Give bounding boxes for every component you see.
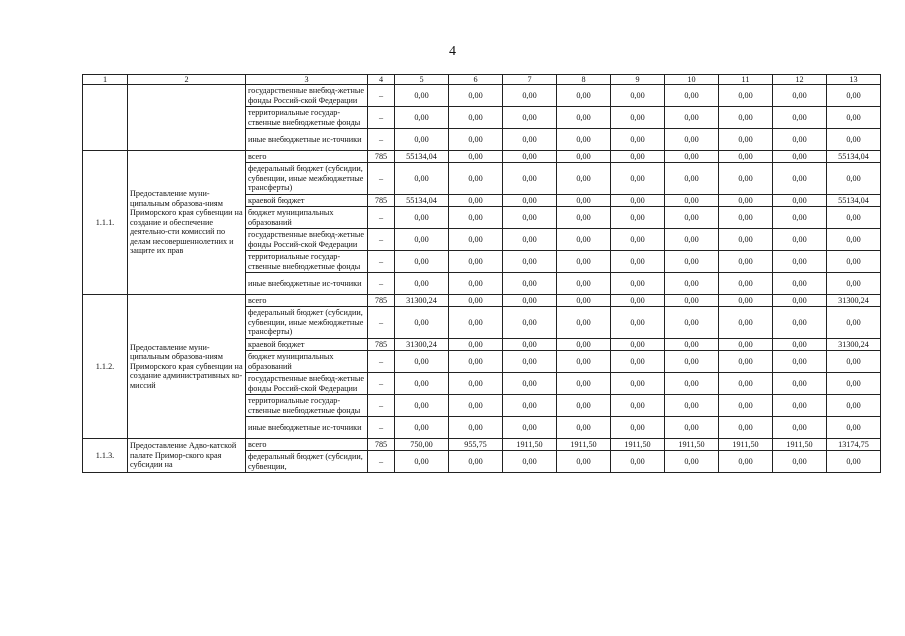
amount-cell: 0,00 [719, 295, 773, 307]
amount-cell: 0,00 [773, 395, 827, 417]
amount-cell: 1911,50 [503, 439, 557, 451]
amount-cell: 955,75 [449, 439, 503, 451]
funding-source: государственные внебюд-жетные фонды Россий-ской Федерации [246, 229, 368, 251]
amount-cell: 0,00 [611, 229, 665, 251]
amount-cell: 0,00 [827, 351, 881, 373]
amount-cell: 31300,24 [827, 339, 881, 351]
amount-cell: 0,00 [719, 107, 773, 129]
amount-cell: 0,00 [665, 195, 719, 207]
column-header-8: 8 [557, 75, 611, 85]
amount-cell: 0,00 [665, 229, 719, 251]
amount-cell: 0,00 [557, 395, 611, 417]
amount-cell: 0,00 [719, 129, 773, 151]
amount-cell: 0,00 [503, 85, 557, 107]
funding-source: федеральный бюджет (субсидии, субвенции, иные межбюджетные трансферты) [246, 163, 368, 195]
amount-cell: 0,00 [503, 207, 557, 229]
amount-cell: 0,00 [719, 229, 773, 251]
amount-cell: 0,00 [395, 373, 449, 395]
item-number: 1.1.1. [83, 151, 128, 295]
amount-cell: 0,00 [773, 307, 827, 339]
amount-cell: 0,00 [665, 339, 719, 351]
amount-cell: 0,00 [503, 251, 557, 273]
column-header-5: 5 [395, 75, 449, 85]
amount-cell: 0,00 [557, 151, 611, 163]
amount-cell: 0,00 [395, 417, 449, 439]
amount-cell: 0,00 [557, 229, 611, 251]
amount-cell: 0,00 [503, 151, 557, 163]
amount-cell: 1911,50 [665, 439, 719, 451]
amount-cell: 0,00 [773, 251, 827, 273]
budget-code: 785 [368, 151, 395, 163]
amount-cell: 0,00 [773, 195, 827, 207]
budget-code: 785 [368, 295, 395, 307]
amount-cell: 13174,75 [827, 439, 881, 451]
amount-cell: 0,00 [773, 373, 827, 395]
amount-cell: 0,00 [395, 229, 449, 251]
amount-cell: 0,00 [395, 273, 449, 295]
amount-cell: 1911,50 [611, 439, 665, 451]
budget-code: – [368, 229, 395, 251]
amount-cell: 0,00 [395, 451, 449, 473]
amount-cell: 0,00 [827, 395, 881, 417]
amount-cell: 0,00 [503, 163, 557, 195]
amount-cell: 0,00 [665, 251, 719, 273]
amount-cell: 0,00 [503, 395, 557, 417]
budget-table [82, 74, 881, 473]
amount-cell: 0,00 [557, 373, 611, 395]
amount-cell: 0,00 [773, 107, 827, 129]
amount-cell: 0,00 [503, 195, 557, 207]
amount-cell: 0,00 [719, 251, 773, 273]
amount-cell: 0,00 [665, 85, 719, 107]
amount-cell: 0,00 [773, 207, 827, 229]
amount-cell: 0,00 [719, 307, 773, 339]
amount-cell: 0,00 [611, 273, 665, 295]
amount-cell: 0,00 [395, 307, 449, 339]
amount-cell: 0,00 [449, 339, 503, 351]
amount-cell: 0,00 [827, 451, 881, 473]
item-number [83, 85, 128, 151]
amount-cell: 0,00 [719, 351, 773, 373]
amount-cell: 0,00 [665, 307, 719, 339]
budget-code: – [368, 107, 395, 129]
amount-cell: 0,00 [719, 451, 773, 473]
amount-cell: 0,00 [773, 163, 827, 195]
amount-cell: 0,00 [449, 251, 503, 273]
amount-cell: 0,00 [719, 85, 773, 107]
amount-cell: 0,00 [773, 273, 827, 295]
amount-cell: 0,00 [773, 229, 827, 251]
amount-cell: 1911,50 [557, 439, 611, 451]
amount-cell: 0,00 [611, 395, 665, 417]
budget-code: – [368, 85, 395, 107]
amount-cell: 0,00 [449, 163, 503, 195]
amount-cell: 0,00 [503, 373, 557, 395]
amount-cell: 0,00 [611, 129, 665, 151]
item-number: 1.1.3. [83, 439, 128, 473]
item-description: Предоставление Адво-катской палате Примор-ского края субсидии на [128, 439, 246, 473]
amount-cell: 0,00 [611, 251, 665, 273]
amount-cell: 0,00 [665, 207, 719, 229]
amount-cell: 0,00 [395, 207, 449, 229]
amount-cell: 0,00 [719, 373, 773, 395]
amount-cell: 0,00 [557, 417, 611, 439]
amount-cell: 0,00 [395, 85, 449, 107]
amount-cell: 750,00 [395, 439, 449, 451]
amount-cell: 0,00 [611, 85, 665, 107]
amount-cell: 55134,04 [395, 195, 449, 207]
item-description: Предоставление муни-ципальным образова-ниям Приморского края субвенции на создание административных ко-миссий [128, 295, 246, 439]
amount-cell: 0,00 [395, 251, 449, 273]
amount-cell: 0,00 [719, 151, 773, 163]
amount-cell: 0,00 [719, 195, 773, 207]
header-row [83, 75, 881, 85]
amount-cell: 0,00 [449, 151, 503, 163]
funding-source: бюджет муниципальных образований [246, 351, 368, 373]
funding-source: территориальные государ-ственные внебюджетные фонды [246, 251, 368, 273]
funding-source: всего [246, 439, 368, 451]
amount-cell: 0,00 [719, 417, 773, 439]
amount-cell: 0,00 [773, 351, 827, 373]
amount-cell: 0,00 [773, 85, 827, 107]
amount-cell: 0,00 [665, 129, 719, 151]
amount-cell: 0,00 [665, 151, 719, 163]
amount-cell: 0,00 [449, 417, 503, 439]
amount-cell: 0,00 [449, 129, 503, 151]
amount-cell: 0,00 [827, 273, 881, 295]
amount-cell: 0,00 [503, 229, 557, 251]
funding-source: всего [246, 151, 368, 163]
amount-cell: 0,00 [449, 229, 503, 251]
amount-cell: 0,00 [449, 107, 503, 129]
amount-cell: 31300,24 [395, 339, 449, 351]
funding-source: иные внебюджетные ис-точники [246, 417, 368, 439]
amount-cell: 0,00 [557, 85, 611, 107]
funding-source: краевой бюджет [246, 339, 368, 351]
amount-cell: 0,00 [773, 451, 827, 473]
amount-cell: 0,00 [719, 163, 773, 195]
column-header-7: 7 [503, 75, 557, 85]
amount-cell: 0,00 [449, 307, 503, 339]
amount-cell: 0,00 [557, 163, 611, 195]
amount-cell: 0,00 [719, 395, 773, 417]
budget-code: – [368, 351, 395, 373]
amount-cell: 0,00 [665, 351, 719, 373]
column-header-2: 2 [128, 75, 246, 85]
amount-cell: 0,00 [665, 295, 719, 307]
amount-cell: 0,00 [611, 151, 665, 163]
column-header-4: 4 [368, 75, 395, 85]
amount-cell: 0,00 [827, 417, 881, 439]
amount-cell: 0,00 [611, 207, 665, 229]
amount-cell: 0,00 [611, 351, 665, 373]
amount-cell: 0,00 [557, 273, 611, 295]
amount-cell: 0,00 [449, 273, 503, 295]
budget-code: – [368, 207, 395, 229]
amount-cell: 0,00 [827, 129, 881, 151]
amount-cell: 0,00 [665, 107, 719, 129]
amount-cell: 0,00 [449, 451, 503, 473]
amount-cell: 0,00 [449, 395, 503, 417]
amount-cell: 0,00 [665, 417, 719, 439]
amount-cell: 0,00 [557, 195, 611, 207]
amount-cell: 0,00 [665, 373, 719, 395]
page-number: 4 [449, 44, 456, 59]
amount-cell: 0,00 [827, 85, 881, 107]
amount-cell: 0,00 [719, 273, 773, 295]
amount-cell: 0,00 [449, 207, 503, 229]
item-description [128, 85, 246, 151]
amount-cell: 0,00 [503, 273, 557, 295]
amount-cell: 0,00 [557, 207, 611, 229]
amount-cell: 0,00 [395, 107, 449, 129]
amount-cell: 1911,50 [719, 439, 773, 451]
amount-cell: 0,00 [503, 417, 557, 439]
amount-cell: 0,00 [503, 295, 557, 307]
budget-code: – [368, 395, 395, 417]
amount-cell: 0,00 [665, 395, 719, 417]
amount-cell: 0,00 [665, 451, 719, 473]
funding-source: иные внебюджетные ис-точники [246, 273, 368, 295]
budget-code: – [368, 129, 395, 151]
amount-cell: 0,00 [611, 107, 665, 129]
amount-cell: 0,00 [827, 307, 881, 339]
column-header-3: 3 [246, 75, 368, 85]
amount-cell: 0,00 [611, 339, 665, 351]
amount-cell: 0,00 [503, 339, 557, 351]
budget-code: – [368, 373, 395, 395]
amount-cell: 0,00 [827, 107, 881, 129]
funding-source: федеральный бюджет (субсидии, субвенции, иные межбюджетные трансферты) [246, 307, 368, 339]
amount-cell: 0,00 [611, 195, 665, 207]
amount-cell: 0,00 [611, 451, 665, 473]
amount-cell: 55134,04 [827, 151, 881, 163]
amount-cell: 55134,04 [395, 151, 449, 163]
amount-cell: 0,00 [665, 163, 719, 195]
amount-cell: 55134,04 [827, 195, 881, 207]
funding-source: иные внебюджетные ис-точники [246, 129, 368, 151]
funding-source: федеральный бюджет (субсидии, субвенции, [246, 451, 368, 473]
amount-cell: 0,00 [611, 295, 665, 307]
table-row [83, 295, 881, 307]
amount-cell: 0,00 [611, 417, 665, 439]
item-number: 1.1.2. [83, 295, 128, 439]
column-header-13: 13 [827, 75, 881, 85]
amount-cell: 0,00 [395, 351, 449, 373]
amount-cell: 0,00 [449, 351, 503, 373]
column-header-12: 12 [773, 75, 827, 85]
budget-code: – [368, 251, 395, 273]
amount-cell: 0,00 [773, 129, 827, 151]
column-header-1: 1 [83, 75, 128, 85]
funding-source: всего [246, 295, 368, 307]
amount-cell: 0,00 [773, 151, 827, 163]
column-header-6: 6 [449, 75, 503, 85]
table-row [83, 439, 881, 451]
amount-cell: 0,00 [449, 373, 503, 395]
amount-cell: 0,00 [665, 273, 719, 295]
column-header-11: 11 [719, 75, 773, 85]
amount-cell: 0,00 [611, 163, 665, 195]
amount-cell: 0,00 [395, 163, 449, 195]
amount-cell: 0,00 [611, 373, 665, 395]
amount-cell: 0,00 [557, 129, 611, 151]
amount-cell: 0,00 [503, 451, 557, 473]
budget-code: 785 [368, 339, 395, 351]
amount-cell: 0,00 [719, 207, 773, 229]
amount-cell: 0,00 [503, 107, 557, 129]
table-row [83, 151, 881, 163]
amount-cell: 0,00 [827, 163, 881, 195]
amount-cell: 0,00 [557, 251, 611, 273]
table-row [83, 85, 881, 107]
amount-cell: 0,00 [503, 351, 557, 373]
amount-cell: 0,00 [719, 339, 773, 351]
amount-cell: 0,00 [827, 229, 881, 251]
amount-cell: 0,00 [773, 339, 827, 351]
funding-source: государственные внебюд-жетные фонды Россий-ской Федерации [246, 85, 368, 107]
amount-cell: 0,00 [557, 351, 611, 373]
amount-cell: 0,00 [449, 295, 503, 307]
amount-cell: 0,00 [557, 107, 611, 129]
amount-cell: 0,00 [557, 451, 611, 473]
amount-cell: 0,00 [449, 85, 503, 107]
budget-code: 785 [368, 195, 395, 207]
amount-cell: 0,00 [395, 129, 449, 151]
budget-code: – [368, 307, 395, 339]
amount-cell: 0,00 [557, 307, 611, 339]
amount-cell: 31300,24 [395, 295, 449, 307]
column-header-10: 10 [665, 75, 719, 85]
amount-cell: 0,00 [395, 395, 449, 417]
amount-cell: 0,00 [449, 195, 503, 207]
amount-cell: 31300,24 [827, 295, 881, 307]
funding-source: краевой бюджет [246, 195, 368, 207]
amount-cell: 0,00 [773, 295, 827, 307]
amount-cell: 0,00 [827, 373, 881, 395]
amount-cell: 0,00 [611, 307, 665, 339]
amount-cell: 0,00 [773, 417, 827, 439]
amount-cell: 1911,50 [773, 439, 827, 451]
amount-cell: 0,00 [827, 251, 881, 273]
budget-code: – [368, 417, 395, 439]
amount-cell: 0,00 [503, 129, 557, 151]
amount-cell: 0,00 [557, 295, 611, 307]
funding-source: бюджет муниципальных образований [246, 207, 368, 229]
budget-code: – [368, 451, 395, 473]
funding-source: территориальные государ-ственные внебюджетные фонды [246, 395, 368, 417]
funding-source: государственные внебюд-жетные фонды Россий-ской Федерации [246, 373, 368, 395]
item-description: Предоставление муни-ципальным образова-ниям Приморского края субвенции на создание и обеспечение деятельно-сти комиссий по делам несовершеннолетних и защите их прав [128, 151, 246, 295]
amount-cell: 0,00 [557, 339, 611, 351]
amount-cell: 0,00 [827, 207, 881, 229]
budget-code: 785 [368, 439, 395, 451]
amount-cell: 0,00 [503, 307, 557, 339]
budget-code: – [368, 163, 395, 195]
budget-code: – [368, 273, 395, 295]
column-header-9: 9 [611, 75, 665, 85]
funding-source: территориальные государ-ственные внебюджетные фонды [246, 107, 368, 129]
